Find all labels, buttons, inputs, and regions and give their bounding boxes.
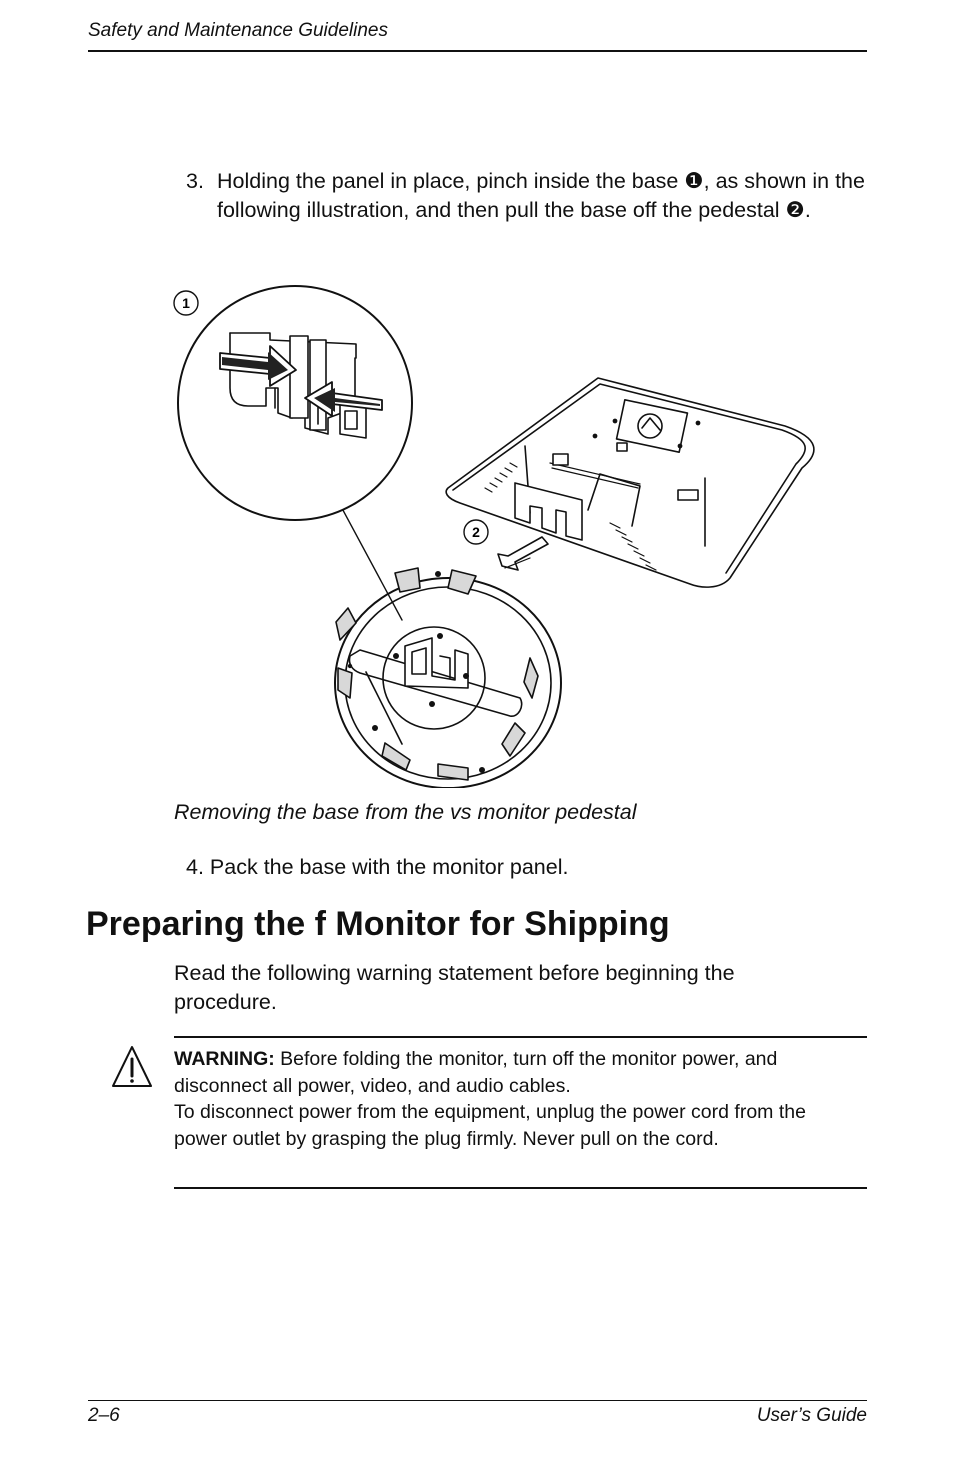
section-intro: Read the following warning statement before beginning the procedure. xyxy=(174,961,735,1014)
step-4 xyxy=(186,853,568,882)
step-4-number: 4. xyxy=(186,855,204,879)
figure-caption: Removing the base from the vs monitor pedestal xyxy=(174,800,637,824)
detail-magnifier xyxy=(178,286,412,520)
warning-triangle-icon xyxy=(110,1044,154,1090)
footer-rule xyxy=(88,1400,867,1401)
warning-line-1: Before folding the monitor, turn off the monitor power, and disconnect all power, video, and audio cables. xyxy=(174,1048,778,1097)
step-3-text: Holding the panel in place, pinch inside the base ❶, as shown in the following illustration, and then pull the base off the pedestal ❷. xyxy=(217,169,865,222)
footer-guide-name: User’s Guide xyxy=(756,1405,867,1426)
warning-rule-bottom xyxy=(174,1187,867,1189)
header-rule xyxy=(88,50,867,52)
warning-paragraph-1 xyxy=(174,1046,834,1099)
warning-label: WARNING: xyxy=(174,1048,275,1070)
warning-paragraph-2: To disconnect power from the equipment, unplug the power cord from the power outlet by grasping the plug firmly. Never pull on the cord. xyxy=(174,1101,806,1150)
step-4-text: Pack the base with the monitor panel. xyxy=(209,855,569,879)
warning-text xyxy=(174,1046,834,1152)
callout-1-label: 1 xyxy=(182,295,190,311)
callout-2-label: 2 xyxy=(472,524,480,540)
section-heading: Preparing the f Monitor for Shipping xyxy=(86,905,670,943)
running-header: Safety and Maintenance Guidelines xyxy=(88,20,388,41)
step-3-number: 3. xyxy=(186,169,204,193)
page-number: 2–6 xyxy=(88,1405,120,1426)
warning-rule-top xyxy=(174,1036,867,1038)
pull-arrow-2 xyxy=(498,537,548,570)
base-removal-illustration xyxy=(170,278,820,788)
